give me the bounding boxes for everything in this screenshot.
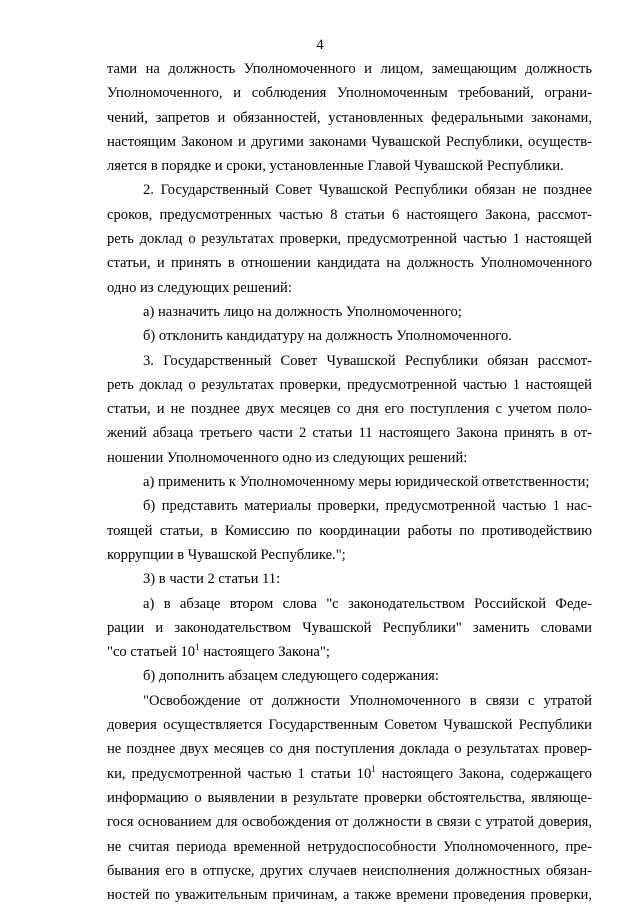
text-line: [107, 227, 592, 251]
page-number: 4: [316, 37, 324, 53]
text-line-content: тами на должность Уполномоченного и лицом, замещающим должность: [107, 61, 592, 77]
text-line: [107, 276, 592, 300]
text-line: [107, 324, 592, 348]
text-line: [107, 57, 592, 81]
text-line: [107, 883, 592, 907]
text-line-content: жений абзаца третьего части 2 статьи 11 настоящего Закона принять в от-: [107, 425, 592, 442]
text-line-content: а) назначить лицо на должность Уполномоченного;: [143, 303, 462, 320]
text-line: [107, 543, 592, 567]
text-line-content: б) отклонить кандидатуру на должность Уполномоченного.: [143, 328, 512, 345]
text-line-content: информацию о выявлении в результате проверки обстоятельства, являюще-: [107, 789, 592, 806]
text-line: [107, 397, 592, 421]
text-line-content: рации и законодательством Чувашской Республики" заменить словами: [107, 619, 592, 636]
text-line: [107, 470, 592, 494]
text-line: [107, 616, 592, 640]
text-line-content: реть доклад о результатах проверки, предусмотренной частью 1 настоящей: [107, 231, 592, 248]
text-line-content: реть доклад о результатах проверки, предусмотренной частью 1 настоящей: [107, 376, 592, 393]
text-line: [107, 373, 592, 397]
text-line-content: ки, предусмотренной частью 1 статьи 10: [107, 765, 372, 782]
text-line: [107, 203, 592, 227]
text-line-content: ляется в порядке и сроки, установленные Главой Чувашской Республики.: [107, 158, 564, 175]
text-line: [107, 494, 592, 518]
text-line: [107, 664, 592, 688]
text-line: [107, 786, 592, 810]
text-line: [107, 640, 592, 664]
text-line: [107, 762, 592, 786]
text-line-content: б) дополнить абзацем следующего содержания:: [143, 668, 439, 685]
text-line: [107, 810, 592, 834]
text-line-content: гося основанием для освобождения от должности в связи с утратой доверия,: [107, 814, 592, 831]
text-line-content: 3. Государственный Совет Чувашской Республики обязан рассмот-: [143, 352, 592, 369]
text-line: [107, 251, 592, 275]
text-line-content: сроков, предусмотренных частью 8 статьи 6 настоящего Закона, рассмот-: [107, 206, 592, 223]
text-line: [107, 592, 592, 616]
text-line-content: доверия осуществляется Государственным Советом Чувашской Республики: [107, 717, 592, 734]
text-line-content: 3) в части 2 статьи 11:: [143, 571, 281, 588]
text-line: [107, 519, 592, 543]
text-line-content: ношении Уполномоченного одно из следующих решений:: [107, 449, 468, 466]
text-line-content: чений, запретов и обязанностей, установленных федеральными законами,: [107, 109, 592, 126]
text-line-content: тоящей статьи, в Комиссию по координации работы по противодействию: [107, 522, 592, 539]
text-line-content: статьи, и принять в отношении кандидата на должность Уполномоченного: [107, 255, 592, 272]
text-line-continuation: настоящего Закона";: [199, 644, 330, 661]
text-line: [107, 835, 592, 859]
text-line: [107, 446, 592, 470]
text-line: [107, 421, 592, 445]
text-line: [107, 106, 592, 130]
text-line: [107, 81, 592, 105]
text-line: [107, 130, 592, 154]
text-line-content: не считая периода временной нетрудоспособности Уполномоченного, пре-: [107, 838, 592, 855]
text-line-content: б) представить материалы проверки, предусмотренной частью 1 нас-: [143, 498, 592, 515]
text-line-continuation: настоящего Закона, содержащего: [375, 765, 592, 782]
text-line: [107, 689, 592, 713]
text-line-content: ностей по уважительным причинам, а также времени проведения проверки,: [107, 887, 592, 904]
text-line-content: настоящим Законом и другими законами Чувашской Республики, осуществ-: [107, 133, 592, 150]
text-line-content: "со статьей 10: [107, 644, 196, 661]
text-line-content: статьи, и не позднее двух месяцев со дня его поступления с учетом поло-: [107, 401, 592, 418]
superscript: 1: [195, 642, 200, 653]
text-line-content: одно из следующих решений:: [107, 279, 292, 296]
text-line-content: не позднее двух месяцев со дня поступления доклада о результатах провер-: [107, 741, 592, 758]
text-line-content: коррупции в Чувашской Республике.";: [107, 546, 346, 563]
text-line-content: а) применить к Уполномоченному меры юридической ответственности;: [143, 474, 590, 491]
text-line: [107, 859, 592, 883]
text-line: [107, 567, 592, 591]
text-line: [107, 349, 592, 373]
text-line: [107, 154, 592, 178]
text-line: [107, 300, 592, 324]
text-line-content: 2. Государственный Совет Чувашской Республики обязан не позднее: [143, 182, 592, 199]
text-line-content: а) в абзаце втором слова "с законодательством Российской Феде-: [143, 595, 592, 612]
text-line: [107, 737, 592, 761]
text-line: [107, 713, 592, 737]
text-line-content: Уполномоченного, и соблюдения Уполномоченным требований, ограни-: [107, 85, 592, 102]
text-line: [107, 178, 592, 202]
document-body: [107, 57, 592, 907]
text-line-content: бывания его в отпуске, других случаев неисполнения должностных обязан-: [107, 862, 592, 879]
text-line-content: "Освобождение от должности Уполномоченного в связи с утратой: [143, 692, 592, 709]
superscript: 1: [371, 763, 376, 774]
